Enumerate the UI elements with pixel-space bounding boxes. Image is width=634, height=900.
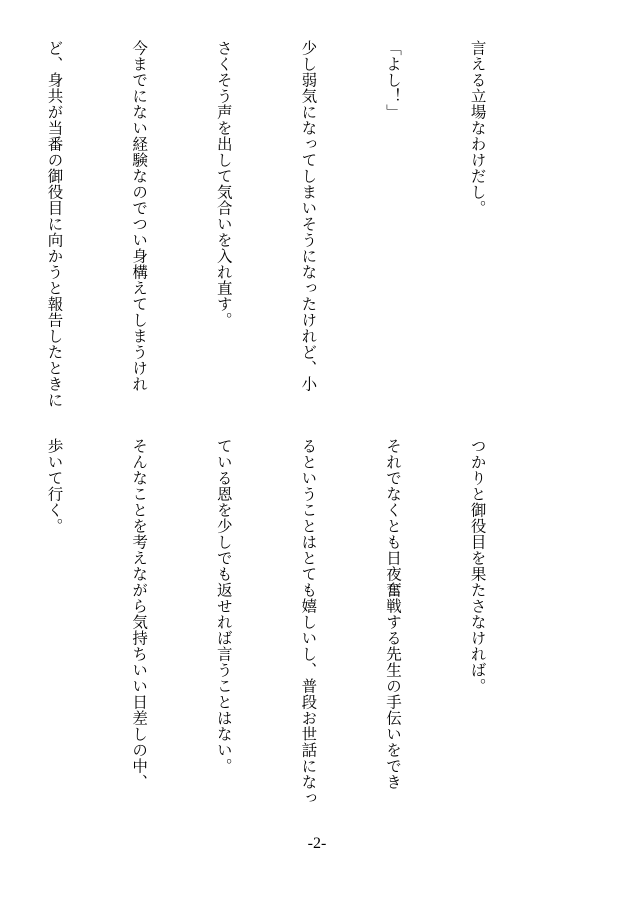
text-line: 歩いて行く。 (45, 438, 64, 534)
text-line: 今までにない経験なのでつい身構えてしまうけれ (130, 40, 149, 392)
lower-text-block (45, 438, 548, 806)
text-line: さくそう声を出して気合いを入れ直す。 (214, 40, 233, 328)
text-line: ど、身共が当番の御役目に向かうと報告したときに (45, 40, 64, 408)
text-line: それでなくとも日夜奮戦する先生の手伝いをでき (383, 438, 402, 790)
text-line: 言える立場なわけだし。 (468, 40, 487, 216)
page-number: -2- (307, 835, 327, 852)
upper-text-block (45, 40, 548, 408)
text-line: るということはとても嬉しいし、普段お世話になっ (299, 438, 318, 806)
text-line: ている恩を少しでも返せれば言うことはない。 (214, 438, 233, 774)
text-line: つかりと御役目を果たさなければ。 (468, 438, 487, 694)
text-line: 「よし！」 (383, 40, 402, 120)
text-line: そんなことを考えながら気持ちいい日差しの中、 (130, 438, 149, 790)
text-line: 少し弱気になってしまいそうになったけれど、小 (299, 40, 318, 392)
